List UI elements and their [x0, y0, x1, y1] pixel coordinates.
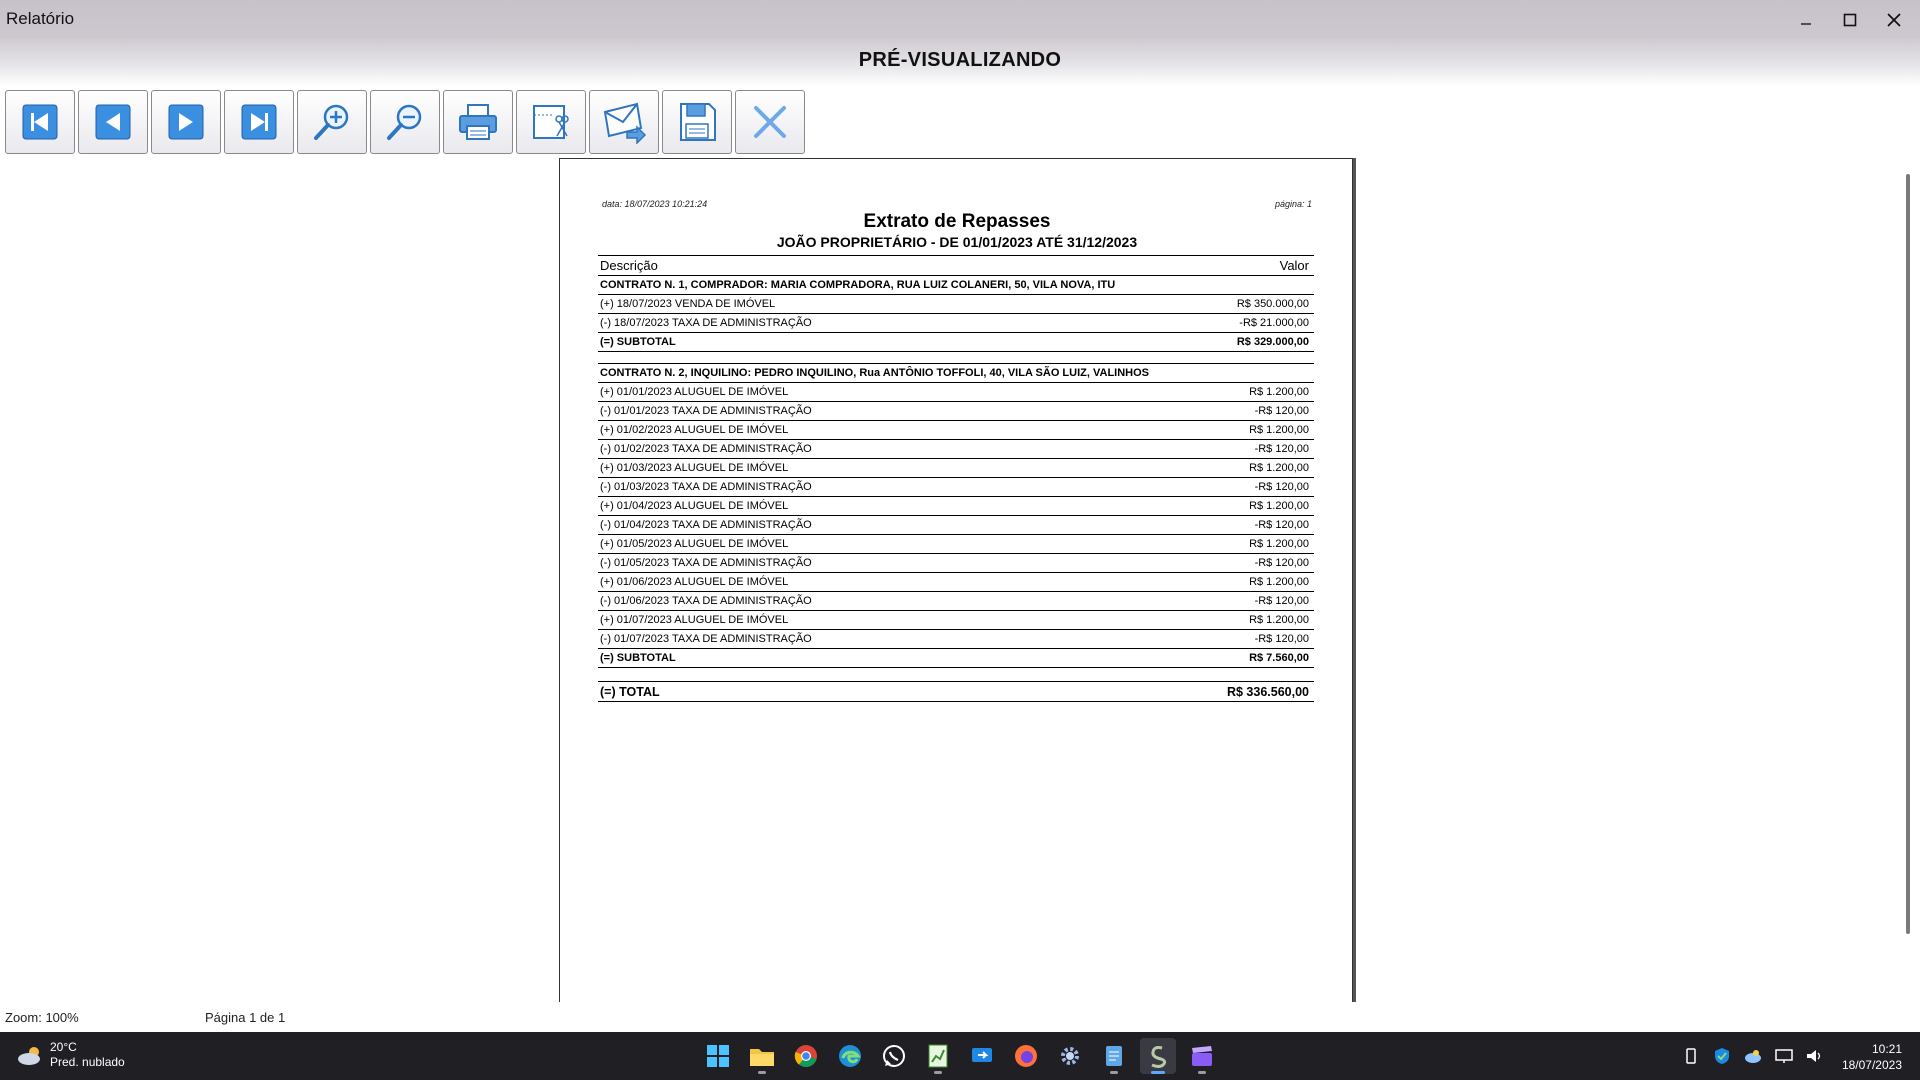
- previous-page-icon: [93, 102, 133, 142]
- row-description: (+) 01/06/2023 ALUGUEL DE IMÓVEL: [598, 573, 1107, 592]
- row-description: (-) 01/07/2023 TAXA DE ADMINISTRAÇÃO: [598, 630, 1107, 649]
- table-row: [598, 478, 1314, 497]
- contract-2-subtotal-row: [598, 649, 1314, 668]
- notepad-icon: [1104, 1044, 1124, 1068]
- taskbar-video-editor[interactable]: [1184, 1038, 1220, 1074]
- row-description: (-) 01/04/2023 TAXA DE ADMINISTRAÇÃO: [598, 516, 1107, 535]
- row-description: (+) 01/07/2023 ALUGUEL DE IMÓVEL: [598, 611, 1107, 630]
- table-header-row: [598, 256, 1314, 276]
- row-value: R$ 1.200,00: [1107, 421, 1314, 440]
- report-app-icon: [1146, 1044, 1170, 1068]
- row-value: -R$ 120,00: [1107, 402, 1314, 421]
- close-window-button[interactable]: [1874, 6, 1914, 34]
- tray-usb[interactable]: [1680, 1046, 1702, 1066]
- system-tray: [1680, 1046, 1835, 1066]
- tray-network[interactable]: [1773, 1046, 1795, 1066]
- table-row: [598, 497, 1314, 516]
- table-row: [598, 314, 1314, 333]
- minimize-icon: [1800, 14, 1812, 26]
- taskbar-clock[interactable]: [1842, 1041, 1902, 1073]
- clock-date: 18/07/2023: [1841, 1058, 1902, 1072]
- table-row: [598, 459, 1314, 478]
- spacer-cell: [598, 668, 1314, 682]
- table-row: [598, 592, 1314, 611]
- taskbar-chrome[interactable]: [788, 1038, 824, 1074]
- spacer-cell: [598, 352, 1314, 364]
- tray-weather[interactable]: [1742, 1046, 1764, 1066]
- report-subtitle: JOÃO PROPRIETÁRIO - DE 01/01/2023 ATÉ 31/12/2023: [776, 234, 1138, 250]
- row-value: -R$ 120,00: [1107, 516, 1314, 535]
- vertical-scrollbar[interactable]: [1906, 174, 1910, 934]
- page-status: Página 1 de 1: [205, 1010, 286, 1025]
- tray-security[interactable]: [1711, 1046, 1733, 1066]
- subtotal-label: (=) SUBTOTAL: [598, 649, 1107, 668]
- zoom-in-button[interactable]: [297, 90, 367, 154]
- shield-icon: [1714, 1047, 1730, 1065]
- minimize-button[interactable]: [1786, 6, 1826, 34]
- row-description: (-) 01/01/2023 TAXA DE ADMINISTRAÇÃO: [598, 402, 1107, 421]
- table-row: [598, 421, 1314, 440]
- row-description: (-) 01/06/2023 TAXA DE ADMINISTRAÇÃO: [598, 592, 1107, 611]
- total-label: (=) TOTAL: [598, 682, 1107, 702]
- taskbar-settings[interactable]: [1052, 1038, 1088, 1074]
- start-button[interactable]: [700, 1038, 736, 1074]
- weather-widget[interactable]: [16, 1040, 125, 1070]
- row-value: -R$ 120,00: [1107, 554, 1314, 573]
- remote-desktop-icon: [970, 1044, 994, 1068]
- email-forward-icon: [601, 100, 647, 144]
- spacer-row: [598, 668, 1314, 682]
- status-bar: [0, 1002, 1920, 1032]
- zoom-out-button[interactable]: [370, 90, 440, 154]
- close-icon: [748, 100, 792, 144]
- maximize-icon: [1843, 13, 1857, 27]
- running-indicator: [934, 1071, 942, 1074]
- row-description: (-) 01/05/2023 TAXA DE ADMINISTRAÇÃO: [598, 554, 1107, 573]
- row-value: R$ 350.000,00: [1107, 295, 1314, 314]
- zoom-out-icon: [383, 100, 427, 144]
- previous-page-button[interactable]: [78, 90, 148, 154]
- page-setup-button[interactable]: [516, 90, 586, 154]
- subtotal-value: R$ 329.000,00: [1107, 333, 1314, 352]
- table-row: [598, 573, 1314, 592]
- next-page-button[interactable]: [151, 90, 221, 154]
- subtotal-value: R$ 7.560,00: [1107, 649, 1314, 668]
- printer-icon: [456, 100, 500, 144]
- window-title: Relatório: [6, 9, 75, 28]
- taskbar-remote-app[interactable]: [964, 1038, 1000, 1074]
- column-header-description: Descrição: [598, 256, 1107, 276]
- speaker-icon: [1806, 1048, 1824, 1064]
- first-page-button[interactable]: [5, 90, 75, 154]
- row-value: R$ 1.200,00: [1107, 611, 1314, 630]
- report-page: [559, 158, 1353, 1002]
- report-page-number: página: 1: [1274, 199, 1312, 209]
- contract-1-title: CONTRATO N. 1, COMPRADOR: MARIA COMPRADORA, RUA LUIZ COLANERI, 50, VILA NOVA, ITU: [598, 276, 1314, 295]
- running-indicator: [1198, 1071, 1206, 1074]
- table-row: [598, 554, 1314, 573]
- maximize-button[interactable]: [1830, 6, 1870, 34]
- taskbar-edge[interactable]: [832, 1038, 868, 1074]
- row-value: R$ 1.200,00: [1107, 573, 1314, 592]
- table-row: [598, 295, 1314, 314]
- row-description: (-) 01/02/2023 TAXA DE ADMINISTRAÇÃO: [598, 440, 1107, 459]
- usb-icon: [1685, 1047, 1697, 1065]
- row-description: (-) 18/07/2023 TAXA DE ADMINISTRAÇÃO: [598, 314, 1107, 333]
- row-value: R$ 1.200,00: [1107, 497, 1314, 516]
- gear-icon: [1058, 1044, 1082, 1068]
- report-title: Extrato de Repasses: [863, 211, 1051, 232]
- row-value: -R$ 120,00: [1107, 478, 1314, 497]
- row-value: -R$ 120,00: [1107, 440, 1314, 459]
- last-page-button[interactable]: [224, 90, 294, 154]
- spreadsheet-icon: [927, 1044, 949, 1068]
- table-row: [598, 440, 1314, 459]
- total-row: [598, 682, 1314, 702]
- running-indicator: [1151, 1071, 1165, 1074]
- row-value: -R$ 120,00: [1107, 630, 1314, 649]
- weather-description: Pred. nublado: [50, 1055, 125, 1069]
- last-page-icon: [239, 102, 279, 142]
- table-row: [598, 402, 1314, 421]
- taskbar-notepad[interactable]: [1096, 1038, 1132, 1074]
- close-icon: [1887, 13, 1901, 27]
- spacer-row: [598, 352, 1314, 364]
- cloud-icon: [1744, 1048, 1762, 1064]
- preview-title: PRÉ-VISUALIZANDO: [858, 49, 1062, 71]
- taskbar-file-explorer[interactable]: [744, 1038, 780, 1074]
- row-value: -R$ 120,00: [1107, 592, 1314, 611]
- close-preview-button[interactable]: [735, 90, 805, 154]
- zoom-status: Zoom: 100%: [5, 1010, 79, 1025]
- save-button[interactable]: [662, 90, 732, 154]
- table-row: [598, 516, 1314, 535]
- row-description: (+) 01/05/2023 ALUGUEL DE IMÓVEL: [598, 535, 1107, 554]
- table-row: [598, 535, 1314, 554]
- clapperboard-icon: [1190, 1044, 1214, 1068]
- running-indicator: [1110, 1071, 1118, 1074]
- zoom-in-icon: [310, 100, 354, 144]
- row-description: (+) 01/02/2023 ALUGUEL DE IMÓVEL: [598, 421, 1107, 440]
- taskbar-report-app[interactable]: [1140, 1038, 1176, 1074]
- clock-time: 10:21: [1871, 1042, 1902, 1056]
- email-button[interactable]: [589, 90, 659, 154]
- firefox-icon: [1014, 1044, 1038, 1068]
- contract-1-header: [598, 276, 1314, 295]
- contract-1-subtotal-row: [598, 333, 1314, 352]
- next-page-icon: [166, 102, 206, 142]
- total-value: R$ 336.560,00: [1107, 682, 1314, 702]
- column-header-value: Valor: [1107, 256, 1314, 276]
- window-titlebar: [0, 0, 1920, 38]
- weather-temperature: 20°C: [50, 1040, 77, 1054]
- taskbar-apps: [700, 1038, 1228, 1074]
- row-description: (-) 01/03/2023 TAXA DE ADMINISTRAÇÃO: [598, 478, 1107, 497]
- edge-icon: [838, 1044, 862, 1068]
- print-button[interactable]: [443, 90, 513, 154]
- running-indicator: [758, 1071, 766, 1074]
- folder-icon: [749, 1045, 775, 1067]
- taskbar-firefox[interactable]: [1008, 1038, 1044, 1074]
- row-description: (+) 01/01/2023 ALUGUEL DE IMÓVEL: [598, 383, 1107, 402]
- tray-volume[interactable]: [1804, 1046, 1826, 1066]
- report-date: data: 18/07/2023 10:21:24: [602, 199, 708, 209]
- preview-toolbar: [5, 90, 808, 154]
- row-value: R$ 1.200,00: [1107, 383, 1314, 402]
- chrome-icon: [794, 1044, 818, 1068]
- row-value: R$ 1.200,00: [1107, 459, 1314, 478]
- preview-header: [0, 38, 1920, 86]
- preview-area[interactable]: [0, 158, 1920, 1002]
- table-row: [598, 383, 1314, 402]
- row-value: R$ 1.200,00: [1107, 535, 1314, 554]
- row-value: -R$ 21.000,00: [1107, 314, 1314, 333]
- row-description: (+) 01/04/2023 ALUGUEL DE IMÓVEL: [598, 497, 1107, 516]
- contract-2-title: CONTRATO N. 2, INQUILINO: PEDRO INQUILINO, Rua ANTÔNIO TOFFOLI, 40, VILA SÃO LUIZ, VALINHOS: [598, 364, 1314, 383]
- cloud-sun-icon: [16, 1044, 44, 1066]
- floppy-disk-icon: [675, 100, 719, 144]
- taskbar-spreadsheet-app[interactable]: [920, 1038, 956, 1074]
- report-table: [598, 255, 1314, 702]
- row-description: (+) 01/03/2023 ALUGUEL DE IMÓVEL: [598, 459, 1107, 478]
- row-description: (+) 18/07/2023 VENDA DE IMÓVEL: [598, 295, 1107, 314]
- windows-icon: [706, 1044, 730, 1068]
- page-setup-icon: [529, 100, 573, 144]
- whatsapp-icon: [882, 1044, 906, 1068]
- table-row: [598, 611, 1314, 630]
- contract-2-header: [598, 364, 1314, 383]
- network-icon: [1775, 1048, 1793, 1064]
- taskbar: [0, 1032, 1920, 1080]
- taskbar-whatsapp[interactable]: [876, 1038, 912, 1074]
- table-row: [598, 630, 1314, 649]
- first-page-icon: [20, 102, 60, 142]
- subtotal-label: (=) SUBTOTAL: [598, 333, 1107, 352]
